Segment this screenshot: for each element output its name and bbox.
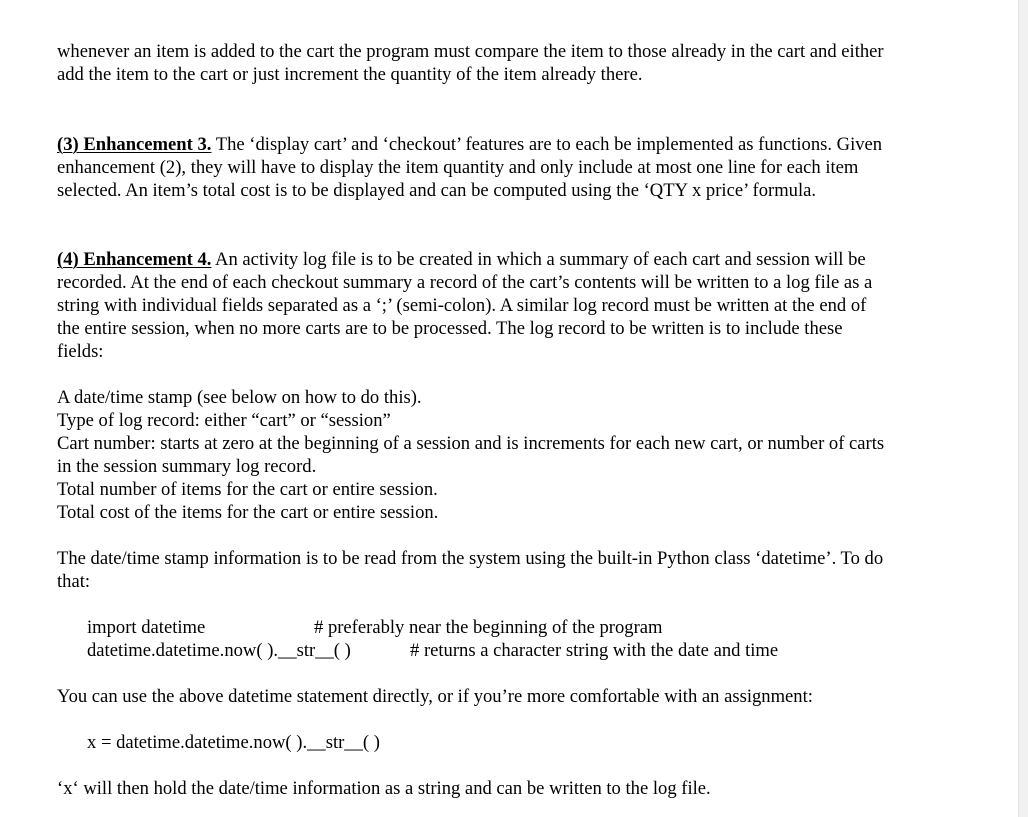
enhancement-4-heading: (4) Enhancement 4. xyxy=(57,249,212,270)
closing-paragraph xyxy=(57,777,967,800)
field-cart-number-cont: in the session summary log record. xyxy=(57,456,317,477)
code-assignment-statement: x = datetime.datetime.now( ).__str__( ) xyxy=(87,732,380,753)
enhancement-4-line-1-text: An activity log file is to be created in which a summary of each cart and session will be xyxy=(211,249,866,270)
assignment-intro-paragraph xyxy=(57,685,967,708)
enhancement-3-line-1-text: The ‘display cart’ and ‘checkout’ features are to each be implemented as functions. Given xyxy=(211,134,883,155)
enhancement-3-line-1 xyxy=(57,133,967,156)
enhancement-3-line-2: enhancement (2), they will have to display the item quantity and only include at most one line for each item xyxy=(57,157,859,178)
datetime-intro-line-1: The date/time stamp information is to be read from the system using the built-in Python class ‘datetime’. To do xyxy=(57,548,884,569)
enhancement-3-line-3: selected. An item’s total cost is to be displayed and can be computed using the ‘QTY x price’ formula. xyxy=(57,180,817,201)
field-total-cost: Total cost of the items for the cart or entire session. xyxy=(57,502,439,523)
intro-line-1: whenever an item is added to the cart the program must compare the item to those already in the cart and either xyxy=(57,41,884,62)
field-datetime-stamp: A date/time stamp (see below on how to do this). xyxy=(57,387,422,408)
enhancement-4-line-4: the entire session, when no more carts are to be processed. The log record to be written is to include these xyxy=(57,318,843,339)
enhancement-4-line-1 xyxy=(57,248,967,271)
assignment-intro-line: You can use the above datetime statement directly, or if you’re more comfortable with an assignment: xyxy=(57,686,813,707)
intro-line-2: add the item to the cart or just increment the quantity of the item already there. xyxy=(57,64,643,85)
log-fields-list xyxy=(57,386,967,524)
enhancement-3-paragraph xyxy=(57,133,967,202)
code-import-statement: import datetime xyxy=(87,617,206,638)
enhancement-4-line-3: string with individual fields separated as a ‘;’ (semi-colon). A similar log record must be written at the end of xyxy=(57,295,867,316)
code-now-comment: # returns a character string with the date and time xyxy=(410,640,779,661)
intro-paragraph xyxy=(57,40,967,86)
field-cart-number: Cart number: starts at zero at the beginning of a session and is increments for each new cart, or number of carts xyxy=(57,433,885,454)
enhancement-3-heading: (3) Enhancement 3. xyxy=(57,134,212,155)
enhancement-4-line-2: recorded. At the end of each checkout summary a record of the cart’s contents will be written to a log file as a xyxy=(57,272,873,293)
field-record-type: Type of log record: either “cart” or “session” xyxy=(57,410,391,431)
closing-line: ‘x‘ will then hold the date/time information as a string and can be written to the log file. xyxy=(57,778,711,799)
field-total-items: Total number of items for the cart or entire session. xyxy=(57,479,438,500)
vertical-scrollbar[interactable] xyxy=(1018,0,1028,817)
datetime-intro-line-2: that: xyxy=(57,571,91,592)
enhancement-4-line-5: fields: xyxy=(57,341,104,362)
code-import-comment: # preferably near the beginning of the program xyxy=(314,617,663,638)
datetime-intro-paragraph xyxy=(57,547,967,593)
enhancement-4-paragraph xyxy=(57,248,967,363)
code-now-statement: datetime.datetime.now( ).__str__( ) xyxy=(87,640,351,661)
